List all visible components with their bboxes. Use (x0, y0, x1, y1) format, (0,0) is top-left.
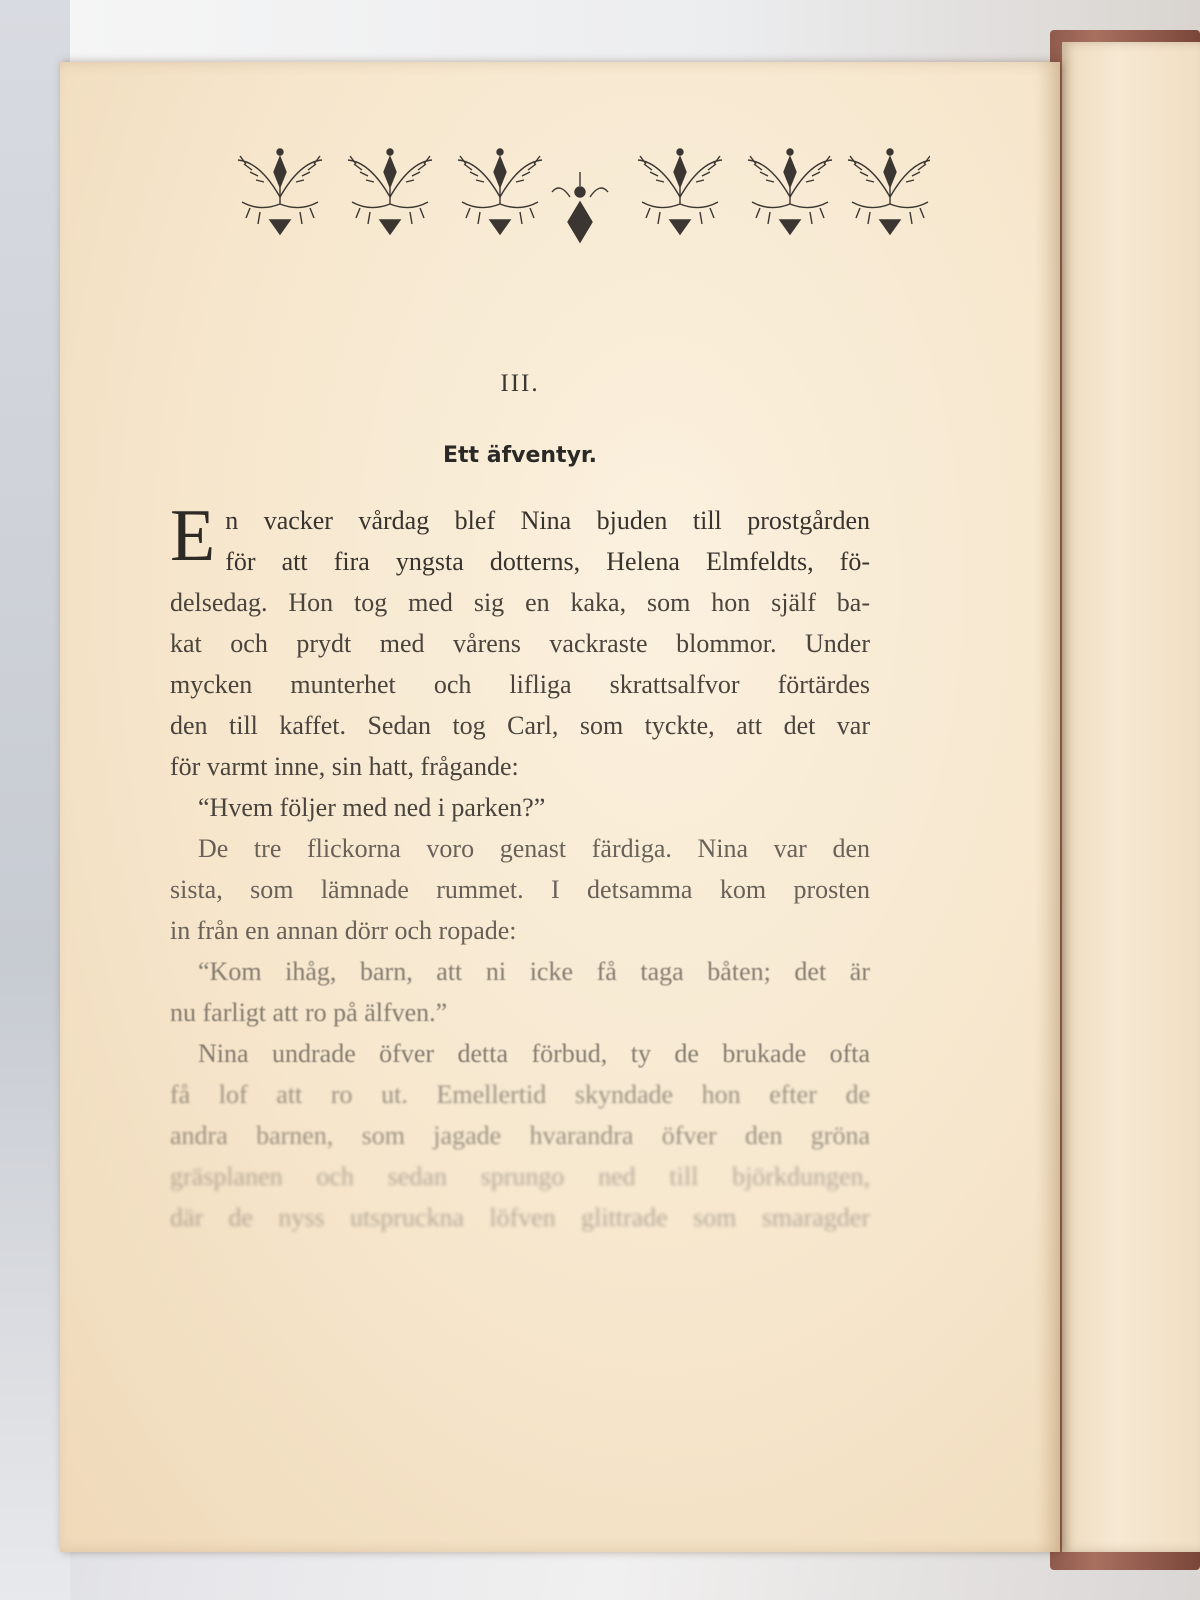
text-line: gräsplanen och sedan sprungo ned till björkdungen, (170, 1162, 870, 1191)
text-line: andra barnen, som jagade hvarandra öfver den gröna (170, 1121, 870, 1150)
background-wall (0, 0, 1200, 70)
text-line: för att fira yngsta dotterns, Helena Elmfeldts, fö- (225, 547, 870, 576)
text-line: De tre flickorna voro genast färdiga. Nina var den (198, 834, 870, 863)
text-line: n vacker vårdag blef Nina bjuden till prostgården (225, 506, 870, 535)
drop-cap: E (170, 495, 216, 577)
text-line: där de nyss utspruckna löfven glittrade som smaragder (170, 1203, 870, 1232)
text-line: nu farligt att ro på älfven.” (170, 998, 448, 1027)
text-line: få lof att ro ut. Emellertid skyndade hon efter de (170, 1080, 870, 1109)
text-line: delsedag. Hon tog med sig en kaka, som hon själf ba- (170, 588, 870, 617)
page-gutter-shadow (1034, 62, 1060, 1552)
text-line: “Kom ihåg, barn, att ni icke få taga båten; det är (198, 957, 870, 986)
floral-ornament-header (230, 142, 930, 262)
body-text (170, 495, 870, 1238)
text-line: “Hvem följer med ned i parken?” (198, 793, 546, 822)
text-line: kat och prydt med vårens vackraste blommor. Under (170, 629, 870, 658)
text-line: sista, som lämnade rummet. I detsamma kom prosten (170, 875, 870, 904)
text-line: mycken munterhet och lifliga skrattsalfvor förtärdes (170, 670, 870, 699)
chapter-title: Ett äfventyr. (443, 443, 597, 468)
text-line: Nina undrade öfver detta förbud, ty de brukade ofta (198, 1039, 870, 1068)
chapter-number: III. (500, 370, 540, 397)
text-line: den till kaffet. Sedan tog Carl, som tyckte, att det var (170, 711, 870, 740)
facing-page-edge (1062, 42, 1200, 1552)
text-line: in från en annan dörr och ropade: (170, 916, 517, 945)
text-line: för varmt inne, sin hatt, frågande: (170, 752, 519, 781)
